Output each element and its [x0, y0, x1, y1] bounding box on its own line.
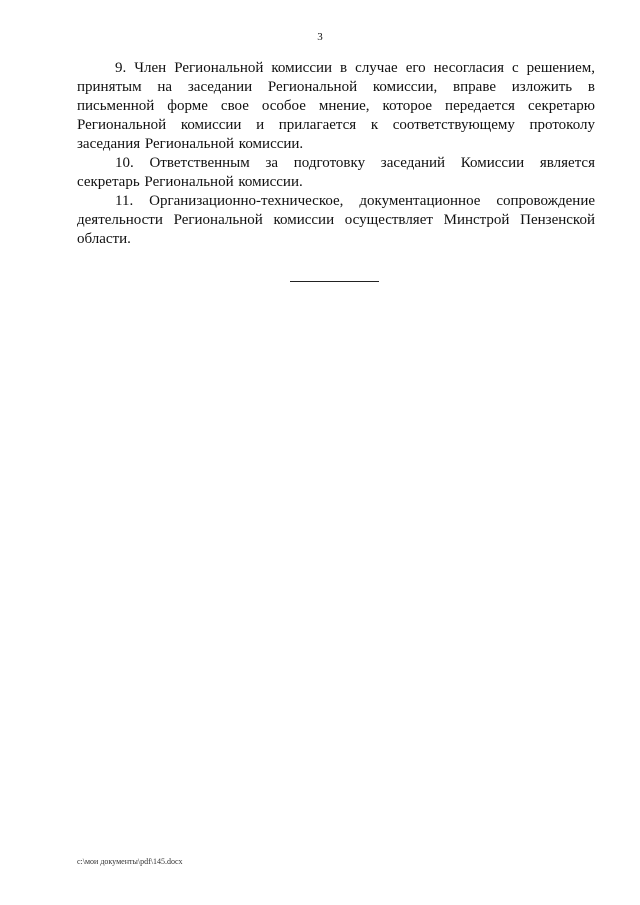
paragraph-9: 9. Член Региональной комиссии в случае его несогласия с решением, принятым на заседании Региональной комиссии, вправе изложить в письменной форме свое особое мнение, которое передается секретарю Региональной комиссии и прилагается к соответствующему протоколу заседания Региональной комиссии.: [77, 60, 595, 152]
end-divider-line: [290, 281, 379, 282]
paragraph-10: 10. Ответственным за подготовку заседаний Комиссии является секретарь Региональной комиссии.: [77, 155, 595, 190]
paragraph-11: 11. Организационно-техническое, документационное сопровождение деятельности Региональной комиссии осуществляет Минстрой Пензенской области.: [77, 193, 595, 247]
document-body: [77, 59, 595, 249]
footer-file-path: c:\мои документы\pdf\145.docx: [77, 857, 183, 866]
page-number: 3: [317, 31, 323, 43]
